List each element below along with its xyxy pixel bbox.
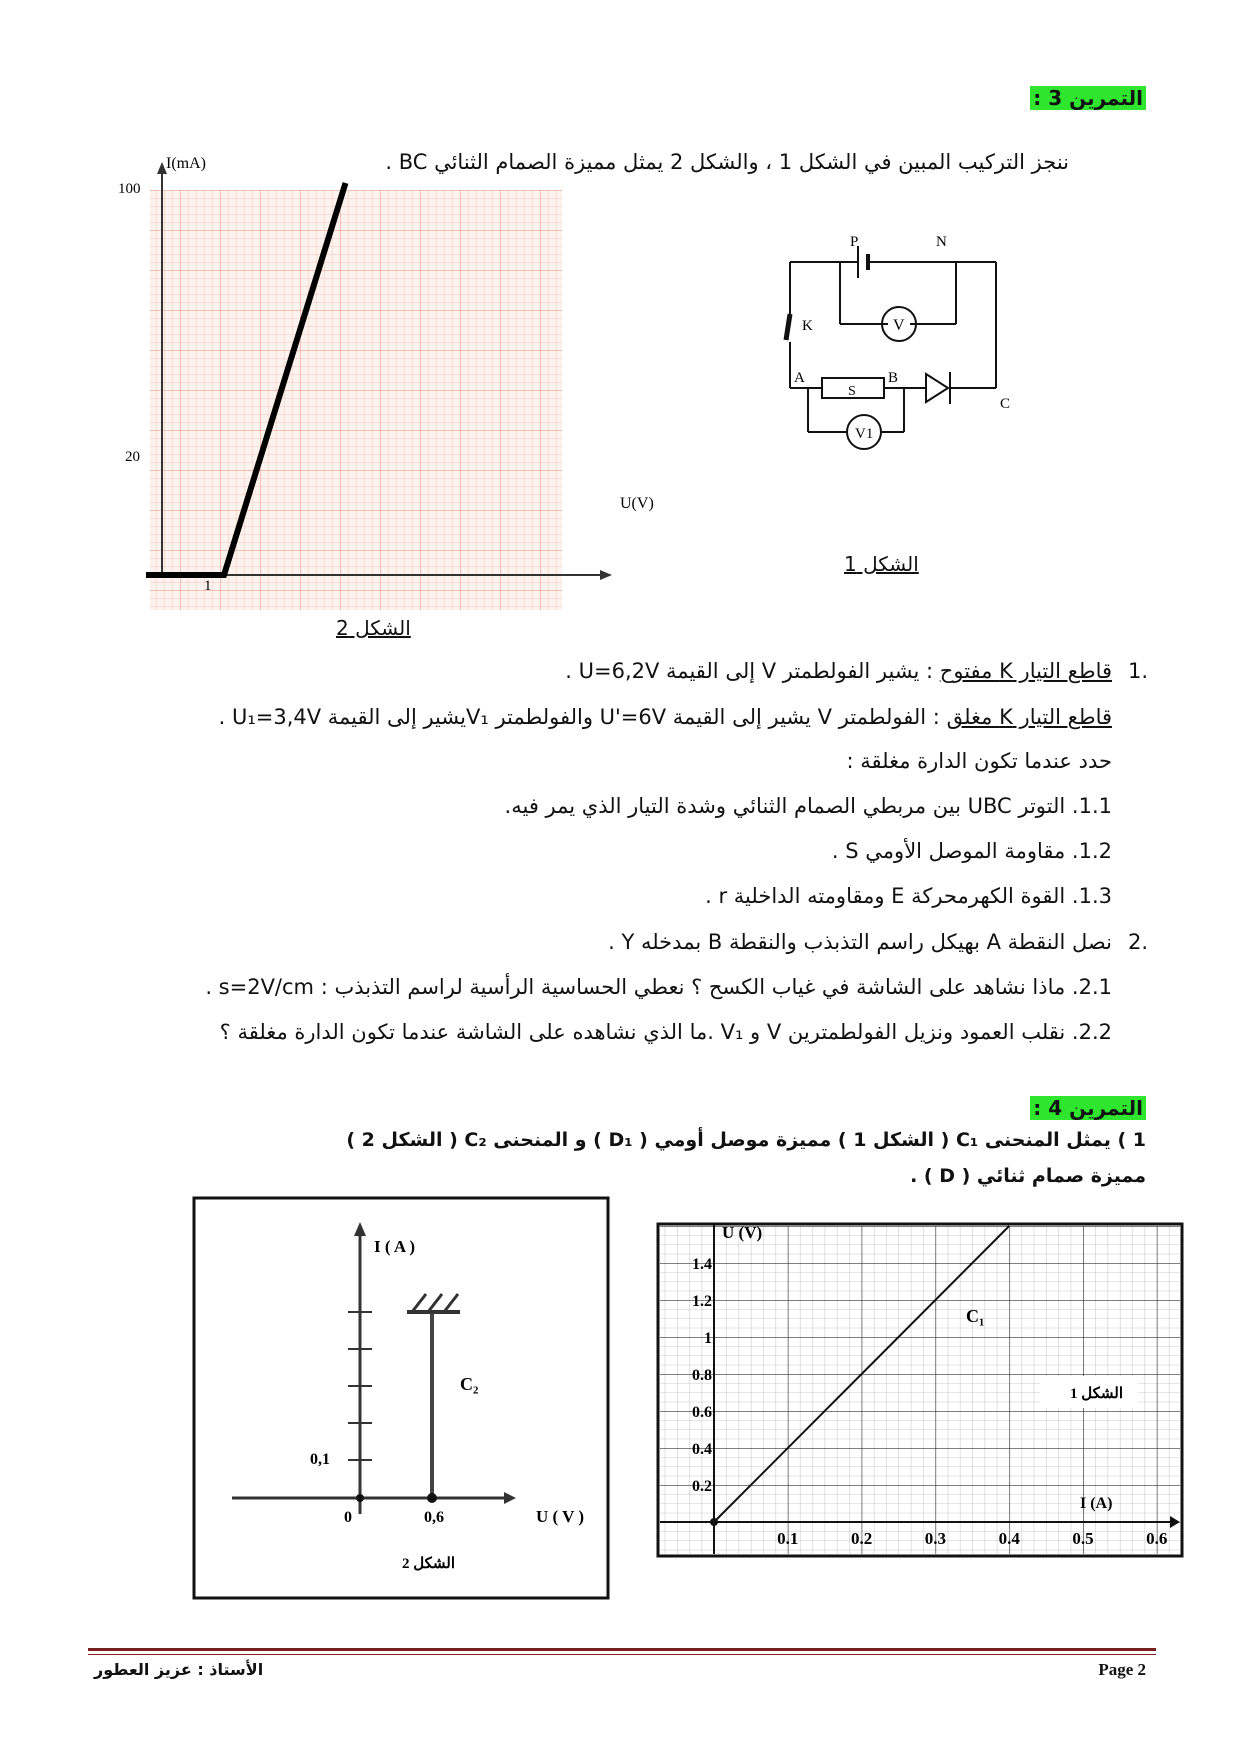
- y-tick-label: 0.6: [692, 1404, 712, 1421]
- x-tick-label: 0.1: [777, 1529, 799, 1548]
- q2-2: 2.2. نقلب العمود ونزيل الفولطمترين V و V₁ .ما الذي نشاهده على الشاشة عندما تكون الدارة مغلقة ؟: [219, 1020, 1112, 1044]
- exercise-4-title: التمرين 4 :: [1030, 1096, 1146, 1120]
- exercise-3-intro: ننجز التركيب المبين في الشكل 1 ، والشكل 2 يمثل مميزة الصمام الثنائي BC .: [385, 150, 1069, 174]
- x-tick-label: 0.2: [850, 1529, 873, 1548]
- q2-text: نصل النقطة A بهيكل راسم التذبذب والنقطة B بمدخله Y .: [608, 930, 1112, 954]
- q1-closed-label: قاطع التيار K مغلق: [946, 705, 1112, 729]
- label-k: K: [802, 318, 813, 334]
- y-tick-label: 1.2: [692, 1293, 712, 1310]
- footer-page-number: Page 2: [1098, 1660, 1146, 1679]
- y-axis-label: U (V): [722, 1223, 763, 1242]
- q1-1: 1.1. التوتر UBC بين مربطي الصمام الثنائي وشدة التيار الذي يمر فيه.: [504, 794, 1112, 818]
- y-tick-label: 0.4: [692, 1441, 712, 1458]
- threshold-point: [427, 1493, 437, 1503]
- q1-closed-line: [219, 703, 1112, 731]
- x-tick-0-6: 0,6: [424, 1509, 444, 1526]
- q1-open-label: قاطع التيار K مفتوح: [939, 659, 1112, 683]
- q1-closed-text: : الفولطمتر V يشير إلى القيمة U'=6V والفولطمتر V₁يشير إلى القيمة U₁=3,4V .: [218, 705, 940, 729]
- label-p: P: [850, 234, 859, 250]
- y-tick-20: 20: [125, 449, 140, 465]
- y-tick-label: 0.2: [692, 1478, 712, 1495]
- ex4-line-1: 1 ) يمثل المنحنى C₁ ( الشكل 1 ) مميزة موصل أومي ( D₁ ) و المنحنى C₂ ( الشكل 2 ): [346, 1129, 1146, 1151]
- voltmeter-v-label: V: [893, 317, 905, 334]
- q2-1: 2.1. ماذا نشاهد على الشاشة في غياب الكسح ؟ نعطي الحساسية الرأسية لراسم التذبذب : s=2V/cm .: [205, 975, 1112, 999]
- label-c: C: [1000, 396, 1011, 412]
- y-tick-label: 1: [704, 1330, 712, 1347]
- q1-3: 1.3. القوة الكهرمحركة E ومقاومته الداخلية r .: [705, 884, 1112, 908]
- footer-rule-thick: [88, 1648, 1156, 1651]
- y-axis-label: I ( A ): [374, 1237, 416, 1256]
- q1-number: 1.: [1127, 659, 1148, 683]
- voltmeter-v1-label: V1: [855, 426, 874, 442]
- q1-prompt: حدد عندما تكون الدارة مغلقة :: [846, 749, 1112, 773]
- ex3-circuit-diagram: [760, 232, 1020, 472]
- origin-point: [710, 1518, 718, 1526]
- figure-2-caption: الشكل 2: [402, 1556, 456, 1572]
- x-axis-arrow: [600, 570, 612, 580]
- x-axis-label: U(V): [620, 495, 654, 512]
- q1-open-text: : يشير الفولطمتر V إلى القيمة U=6,2V .: [565, 659, 934, 683]
- graph-paper-grid: [150, 190, 562, 610]
- y-tick-100: 100: [118, 181, 141, 197]
- ex4-diode-figure: [192, 1196, 612, 1602]
- y-tick-0-1: 0,1: [310, 1451, 330, 1468]
- x-axis-label: U ( V ): [536, 1507, 585, 1526]
- ex3-figure-1-caption: الشكل 1: [844, 552, 919, 576]
- y-tick-label: 0.8: [692, 1367, 712, 1384]
- y-tick-label: 1.4: [692, 1256, 712, 1273]
- ex4-line-2: مميزة صمام ثنائي ( D ) .: [910, 1165, 1146, 1187]
- footer-rule-thin: [88, 1654, 1156, 1655]
- q2-number: 2.: [1127, 930, 1148, 954]
- x-tick-label: 0.3: [924, 1529, 947, 1548]
- x-tick-label: 0.4: [998, 1529, 1020, 1548]
- curve-c2-label: C₂: [460, 1374, 479, 1394]
- q1-2: 1.2. مقاومة الموصل الأومي S .: [831, 839, 1112, 863]
- label-s: S: [848, 384, 856, 399]
- label-b: B: [888, 370, 899, 386]
- x-axis-label: I (A): [1080, 1495, 1113, 1512]
- label-n: N: [936, 234, 947, 250]
- x-tick-1: 1: [204, 578, 212, 594]
- origin-point: [356, 1494, 364, 1502]
- ex3-diode-characteristic-chart: [100, 150, 660, 620]
- ex4-ohmic-figure: [656, 1222, 1186, 1562]
- x-tick-label: 0.6: [1146, 1529, 1168, 1548]
- x-tick-label: 0.5: [1072, 1529, 1094, 1548]
- q1-open-line: [565, 657, 1112, 685]
- switch-k: [786, 314, 790, 340]
- exercise-3-title: التمرين 3 :: [1030, 86, 1146, 110]
- y-axis-label: I(mA): [166, 155, 206, 172]
- ex3-figure-2-caption: الشكل 2: [336, 616, 411, 640]
- figure-1-caption: الشكل 1: [1070, 1386, 1124, 1402]
- curve-c1-label: C₁: [966, 1306, 985, 1326]
- label-a: A: [794, 370, 805, 386]
- footer-author: الأستاذ : عزيز العطور: [94, 1660, 264, 1679]
- origin-label: 0: [344, 1509, 352, 1526]
